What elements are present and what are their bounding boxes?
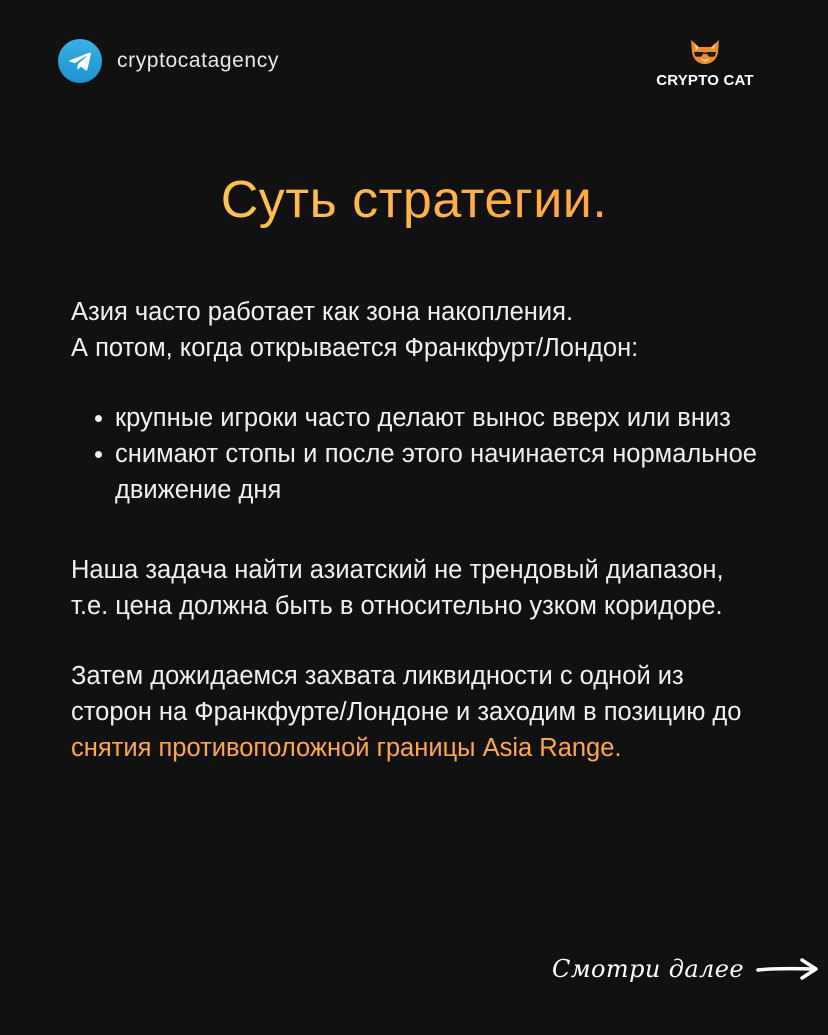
header xyxy=(58,39,279,83)
intro-line-2: А потом, когда открывается Франкфурт/Лондон: xyxy=(71,334,639,362)
telegram-icon[interactable] xyxy=(58,39,102,83)
brand-name: CRYPTO CAT xyxy=(656,72,754,89)
paragraph-entry-text: Затем дожидаемся захвата ликвидности с одной из сторон на Франкфурте/Лондоне и заходим в позицию до xyxy=(71,662,742,726)
bullet-list xyxy=(71,400,757,508)
highlight-text: снятия противоположной границы Asia Range. xyxy=(71,734,622,762)
bullet-item: крупные игроки часто делают вынос вверх или вниз xyxy=(71,400,757,436)
cat-sunglasses-icon xyxy=(687,38,723,66)
page-title: Суть стратегии. xyxy=(0,170,828,230)
see-more-link[interactable] xyxy=(552,955,820,983)
bullet-item: снимают стопы и после этого начинается нормальное движение дня xyxy=(71,436,757,508)
brand-logo xyxy=(646,38,764,89)
intro-line-1: Азия часто работает как зона накопления. xyxy=(71,298,574,326)
arrow-right-icon xyxy=(756,957,820,981)
paragraph-task: Наша задача найти азиатский не трендовый диапазон, т.е. цена должна быть в относительно узком коридоре. xyxy=(71,556,724,620)
channel-handle[interactable]: cryptocatagency xyxy=(117,49,279,72)
content xyxy=(71,294,757,766)
intro xyxy=(71,294,757,366)
paragraph-entry xyxy=(71,658,757,766)
see-more-label: Смотри далее xyxy=(552,955,744,983)
